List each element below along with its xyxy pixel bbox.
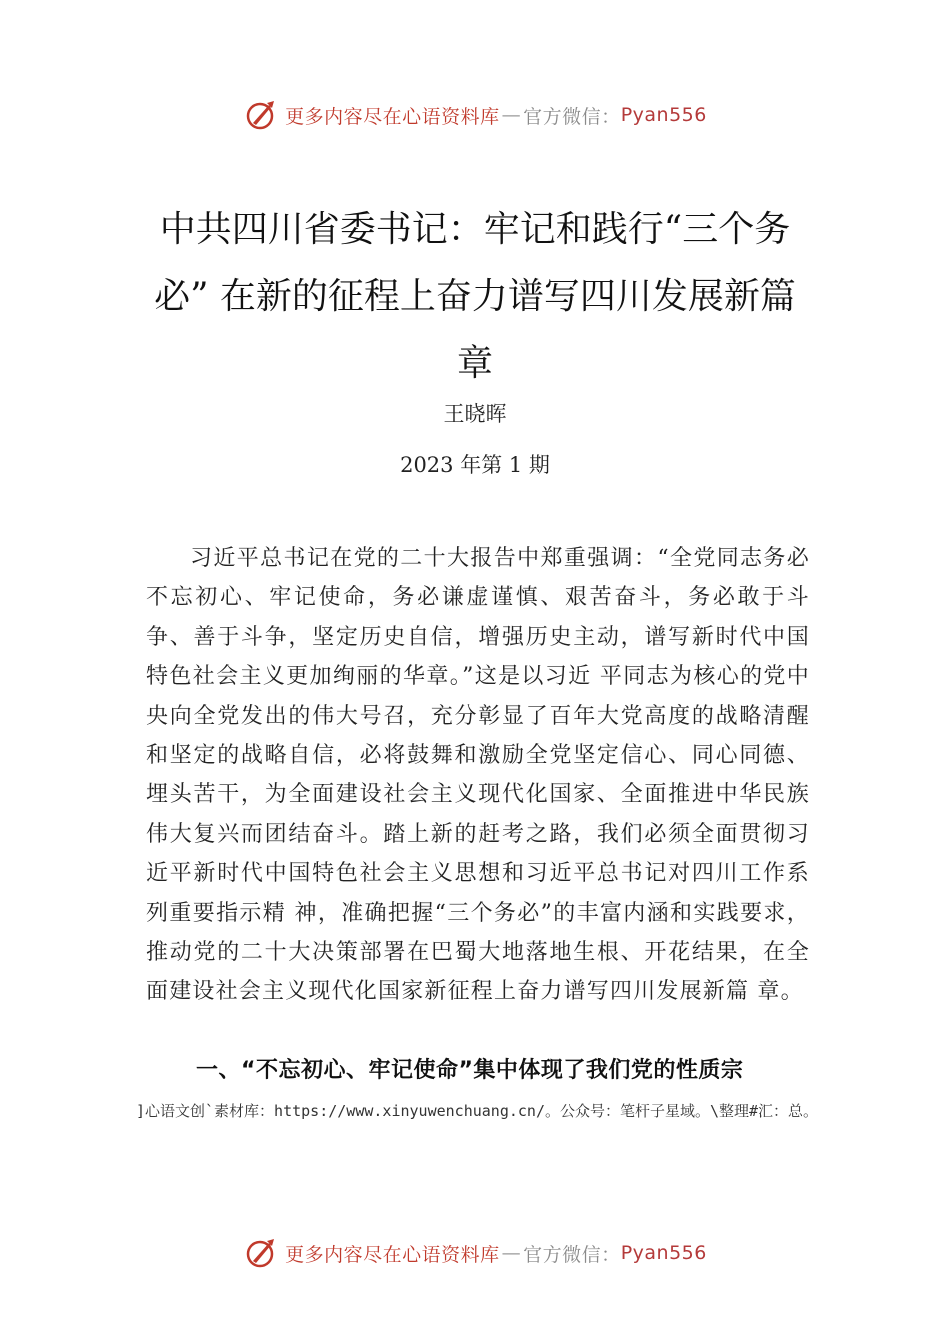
quill-seal-icon — [243, 97, 279, 133]
article-issue: 2023 年第 1 期 — [400, 453, 550, 477]
header-banner — [0, 95, 950, 135]
section-heading: 一、“不忘初心、牢记使命”集中体现了我们党的性质宗 — [196, 1058, 744, 1083]
banner-main-text: 更多内容尽在心语资料库 — [285, 1243, 500, 1266]
footer-banner — [0, 1233, 950, 1273]
banner-wechat-label: 官方微信： — [523, 105, 621, 128]
article-title: 中共四川省委书记：牢记和践行“三个务必” 在新的征程上奋力谱写四川发展新篇章 — [154, 209, 796, 384]
banner-main-text: 更多内容尽在心语资料库 — [285, 105, 500, 128]
banner-wechat-id: Pyan556 — [620, 1242, 707, 1264]
banner-wechat-id: Pyan556 — [620, 104, 707, 126]
article-author: 王晓晖 — [443, 402, 507, 426]
source-note: ]心语文创`素材库：https://www.xinyuwenchuang.cn/。公众号：笔杆子星域。\整理#汇：总。 — [136, 1102, 819, 1120]
banner-wechat-label: 官方微信： — [523, 1243, 621, 1266]
quill-seal-icon — [243, 1235, 279, 1271]
banner-dash: — — [501, 104, 522, 126]
banner-dash: — — [501, 1242, 522, 1264]
article-paragraph: 习近平总书记在党的二十大报告中郑重强调：“全党同志务必不忘初心、牢记使命，务必谦虚谨慎、艰苦奋斗，务必敢于斗争、善于斗争，坚定历史自信，增强历史主动，谱写新时代中国特色社会主义更加绚丽的华章。”这是以习近 平同志为核心的党中央向全党发出的伟大号召，充分彰显了百年大党高度的战略清醒和坚定的战略自信，必将鼓舞和激励全党坚定信心、同心同德、埋头苦干，为全面建设社会主义现代化国家、全面推进中华民族伟大复兴而团结奋斗。踏上新的赶考之路，我们必须全面贯彻习近平新时代中国特色社会主义思想和习近平总书记对四川工作系列重要指示精 神，准确把握“三个务必”的丰富内涵和实践要求，推动党的二十大决策部署在巴蜀大地落地生根、开花结果，在全面建设社会主义现代化国家新征程上奋力谱写四川发展新篇 章。 — [146, 546, 810, 1005]
